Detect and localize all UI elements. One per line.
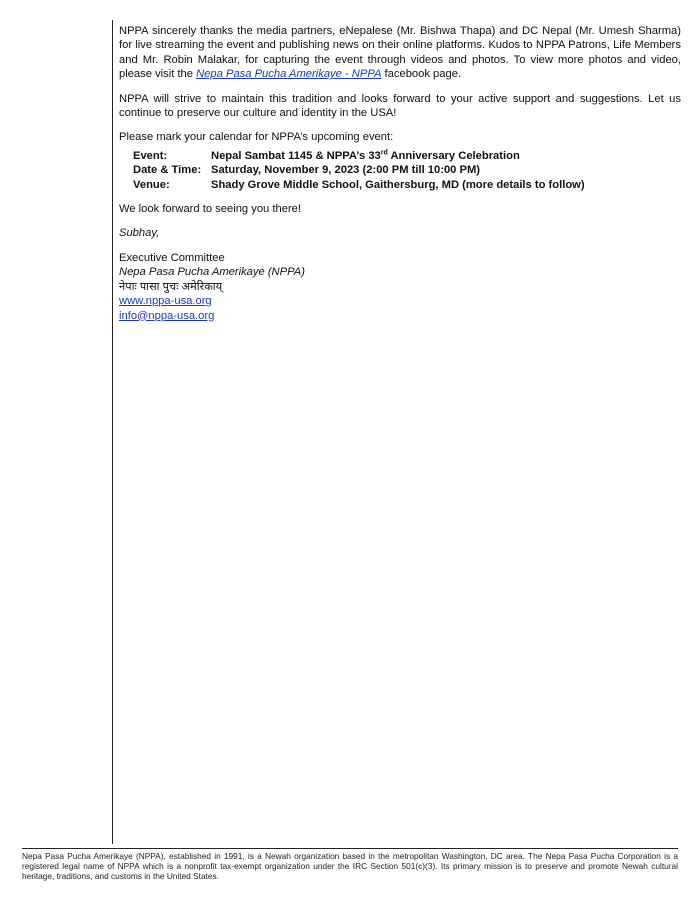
closing-salutation: Subhay,	[119, 227, 160, 240]
venue-row	[133, 178, 681, 192]
date-value: Saturday, November 9, 2023 (2:00 PM till 10:00 PM)	[211, 164, 481, 177]
date-row	[133, 163, 681, 177]
tradition-paragraph: NPPA will strive to maintain this tradition and looks forward to your active support and suggestions. Let us continue to preserve our culture and identity in the USA!	[119, 92, 681, 120]
footer-rule	[22, 848, 678, 849]
facebook-page-link[interactable]: Nepa Pasa Pucha Amerikaye - NPPA	[196, 68, 382, 81]
signature-block	[119, 251, 681, 323]
venue-label: Venue:	[133, 178, 170, 191]
left-margin-rule	[112, 20, 113, 844]
org-name: Nepa Pasa Pucha Amerikaye (NPPA)	[119, 266, 305, 279]
website-link[interactable]: www.nppa-usa.org	[119, 295, 212, 308]
event-value: Nepal Sambat 1145 & NPPA’s 33rd Anniversary Celebration	[211, 149, 520, 162]
event-label: Event:	[133, 149, 168, 162]
org-name-script: नेपाः पासा पुचः अमेरिकाय्	[119, 280, 223, 293]
thanks-paragraph	[119, 24, 681, 82]
committee-name: Executive Committee	[119, 251, 225, 264]
footer-text: Nepa Pasa Pucha Amerikaye (NPPA), established in 1991, is a Newah organization based in the metropolitan Washington, DC area. The Nepa Pasa Pucha Corporation is a registered legal name of NPPA which is a nonprofit tax-exempt organization under the IRC Section 501(c)(3). Its primary mission is to preserve and promote Newah cultural heritage, traditions, and customs in the United States.	[22, 851, 678, 882]
venue-value: Shady Grove Middle School, Gaithersburg, MD (more details to follow)	[211, 178, 585, 191]
calendar-paragraph: Please mark your calendar for NPPA’s upcoming event:	[119, 131, 394, 144]
closing-paragraph: We look forward to seeing you there!	[119, 203, 301, 216]
letter-body	[119, 24, 681, 323]
date-label: Date & Time:	[133, 164, 202, 177]
thanks-text-end: facebook page.	[381, 68, 462, 81]
event-details	[133, 149, 681, 192]
thanks-text: NPPA sincerely thanks the media partners, eNepalese (Mr. Bishwa Thapa) and DC Nepal (Mr. Umesh Sharma) for live streaming the event and publishing news on their online platforms. Kudos to NPPA Patrons, Life Members and Mr. Robin Malakar, for capturing the event through videos and photos. To view more photos and video, please visit the	[119, 25, 681, 81]
event-row	[133, 149, 681, 163]
email-link[interactable]: info@nppa-usa.org	[119, 309, 215, 322]
